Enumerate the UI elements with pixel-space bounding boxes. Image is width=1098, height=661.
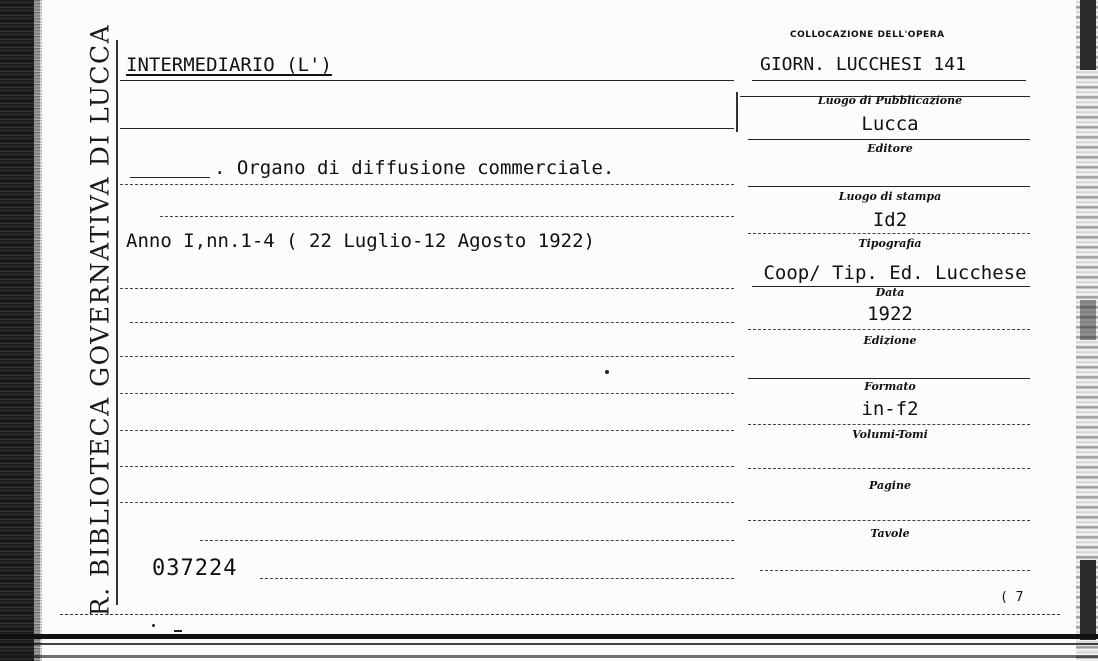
left-rule-3 xyxy=(120,184,734,185)
shelfmark-rule xyxy=(752,80,1026,81)
field-rule-10 xyxy=(760,570,1030,571)
holdings-line: Anno I,nn.1-4 ( 22 Luglio-12 Agosto 1922) xyxy=(126,230,595,252)
field-value-luogo-pubblicazione: Lucca xyxy=(861,113,919,135)
title-line: INTERMEDIARIO (L') xyxy=(126,54,332,76)
field-rule-1 xyxy=(748,139,1030,140)
corner-mark: ( 7 xyxy=(1000,590,1024,605)
left-rule-10 xyxy=(120,466,734,467)
left-rule-9 xyxy=(120,430,734,431)
scan-edge-right xyxy=(1076,0,1098,661)
description-lead-rule xyxy=(130,177,210,178)
collocation-header: COLLOCAZIONE DELL'OPERA xyxy=(790,30,945,40)
field-label-edizione: Edizione xyxy=(863,334,917,347)
field-value-luogo-stampa: Id2 xyxy=(872,209,908,231)
description-line: . Organo di diffusione commerciale. xyxy=(214,157,615,179)
field-value-data: 1922 xyxy=(867,303,913,325)
field-rule-2 xyxy=(748,186,1030,187)
left-rule-6 xyxy=(130,322,734,323)
bottom-dash-rule xyxy=(60,614,1060,615)
field-rule-6 xyxy=(748,378,1030,379)
field-rule-3 xyxy=(748,233,1030,234)
field-label-pagine: Pagine xyxy=(869,479,911,492)
margin-line xyxy=(116,40,118,605)
field-label-tavole: Tavole xyxy=(870,527,910,540)
bottom-edge-rule-3 xyxy=(0,655,1098,658)
field-rule-5 xyxy=(748,329,1030,330)
bottom-edge-rule-2 xyxy=(0,643,1098,645)
bottom-edge-rule xyxy=(0,634,1098,639)
ink-speck xyxy=(605,370,609,374)
left-rule-12 xyxy=(200,540,734,541)
field-label-tipografia: Tipografia xyxy=(858,237,922,250)
left-rule-13 xyxy=(260,578,734,579)
field-label-volumi: Volumi-Tomi xyxy=(852,428,928,441)
scan-edge-left xyxy=(0,0,40,661)
shelfmark: GIORN. LUCCHESI 141 xyxy=(760,54,966,75)
field-rule-7 xyxy=(748,424,1030,425)
left-rule-1 xyxy=(120,80,734,81)
field-value-tipografia: Coop/ Tip. Ed. Lucchese xyxy=(763,262,1027,284)
library-name: R. BIBLIOTECA GOVERNATIVA DI LUCCA xyxy=(85,23,115,617)
field-rule-8 xyxy=(748,468,1030,469)
left-rule-11 xyxy=(120,502,734,503)
field-label-luogo-stampa: Luogo di stampa xyxy=(838,190,942,203)
field-value-formato: in-f2 xyxy=(861,398,919,420)
field-label-luogo-pubblicazione: Luogo di Pubblicazione xyxy=(817,94,963,107)
field-rule-9 xyxy=(748,520,1030,521)
ink-speck xyxy=(174,630,182,632)
field-label-editore: Editore xyxy=(867,142,913,155)
field-label-formato: Formato xyxy=(864,380,916,393)
left-rule-5 xyxy=(120,288,734,289)
left-rule-2 xyxy=(120,128,734,129)
field-label-data: Data xyxy=(875,286,905,299)
left-rule-8 xyxy=(120,393,734,394)
ink-speck xyxy=(152,624,155,627)
inventory-number: 037224 xyxy=(152,556,238,581)
left-rule-7 xyxy=(120,356,734,357)
left-rule-4 xyxy=(160,216,734,217)
